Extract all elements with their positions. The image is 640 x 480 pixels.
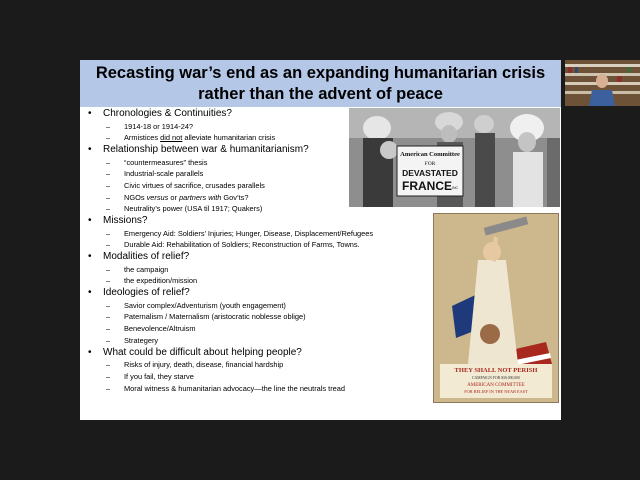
poster-image — [434, 214, 558, 402]
slide-title-line-2: rather than the advent of peace — [198, 85, 443, 103]
sub-item: – Durable Aid: Rehabilitation of Soldiers; Reconstruction of Farms, Towns. — [106, 240, 360, 250]
sub-item: – Strategery — [106, 335, 159, 345]
sign-line-3: DEVASTATED — [402, 168, 458, 178]
sub-item: – the expedition/mission — [106, 276, 198, 286]
sub-item: – Savior complex/Adventurism (youth engagement) — [106, 300, 286, 310]
sub-item: – Neutrality’s power (USA til 1917; Quakers) — [106, 204, 263, 214]
presentation-slide — [80, 60, 561, 420]
webcam-thumbnail[interactable] — [565, 60, 640, 106]
sign-line-4: FRANCE — [402, 179, 452, 193]
historic-photo — [349, 108, 560, 207]
sub-item: – 1914-18 or 1914-24? — [106, 121, 194, 131]
sub-item: – Emergency Aid: Soldiers’ Injuries; Hunger, Disease, Displacement/Refugees — [106, 228, 374, 238]
sub-item: – Benevolence/Altruism — [106, 324, 196, 334]
photo-image — [349, 108, 560, 207]
bullet-item: • Chronologies & Continuities? — [88, 108, 232, 119]
bullet-item: • Relationship between war & humanitarianism? — [88, 144, 309, 155]
relief-poster — [433, 213, 559, 403]
sub-item: – the campaign — [106, 264, 169, 274]
sub-item-ngos: – NGOs versus or partners with Gov’ts? — [106, 192, 249, 202]
speaker-video — [565, 60, 640, 106]
sub-item: – Industrial-scale parallels — [106, 169, 204, 179]
sub-item: – If you fail, they starve — [106, 371, 194, 381]
sign-suffix: INC — [451, 186, 459, 190]
poster-headline: THEY SHALL NOT PERISH — [454, 367, 538, 374]
sub-item: – Civic virtues of sacrifice, crusades parallels — [106, 181, 265, 190]
poster-line-4: FOR RELIEF IN THE NEAR EAST — [464, 389, 528, 394]
slide-title — [80, 60, 561, 107]
bullet-item: • Modalities of relief? — [88, 251, 190, 263]
sub-item: – Moral witness & humanitarian advocacy—the line the neutrals tread — [106, 383, 346, 393]
sub-item: – “countermeasures” thesis — [106, 157, 208, 167]
slide-title-line-1: Recasting war’s end as an expanding humanitarian crisis — [95, 64, 546, 82]
poster-line-2: CAMPAIGN FOR $30,000,000 — [471, 376, 521, 380]
sign-line-1: American Committee — [400, 151, 460, 158]
bullet-item: • Ideologies of relief? — [88, 287, 190, 299]
sub-item-armistices: – Armistices did not alleviate humanitarian crisis — [106, 133, 276, 143]
sub-item: – Risks of injury, death, disease, financial hardship — [106, 360, 284, 370]
bullet-item: • Missions? — [88, 215, 148, 227]
sign-line-2: FOR — [424, 161, 436, 167]
poster-line-3: AMERICAN COMMITTEE — [467, 383, 525, 388]
underlined-text: did not — [160, 133, 183, 143]
sub-item: – Paternalism / Maternalism (aristocratic noblesse oblige) — [106, 312, 306, 322]
bullet-item: • What could be difficult about helping people? — [88, 346, 302, 358]
